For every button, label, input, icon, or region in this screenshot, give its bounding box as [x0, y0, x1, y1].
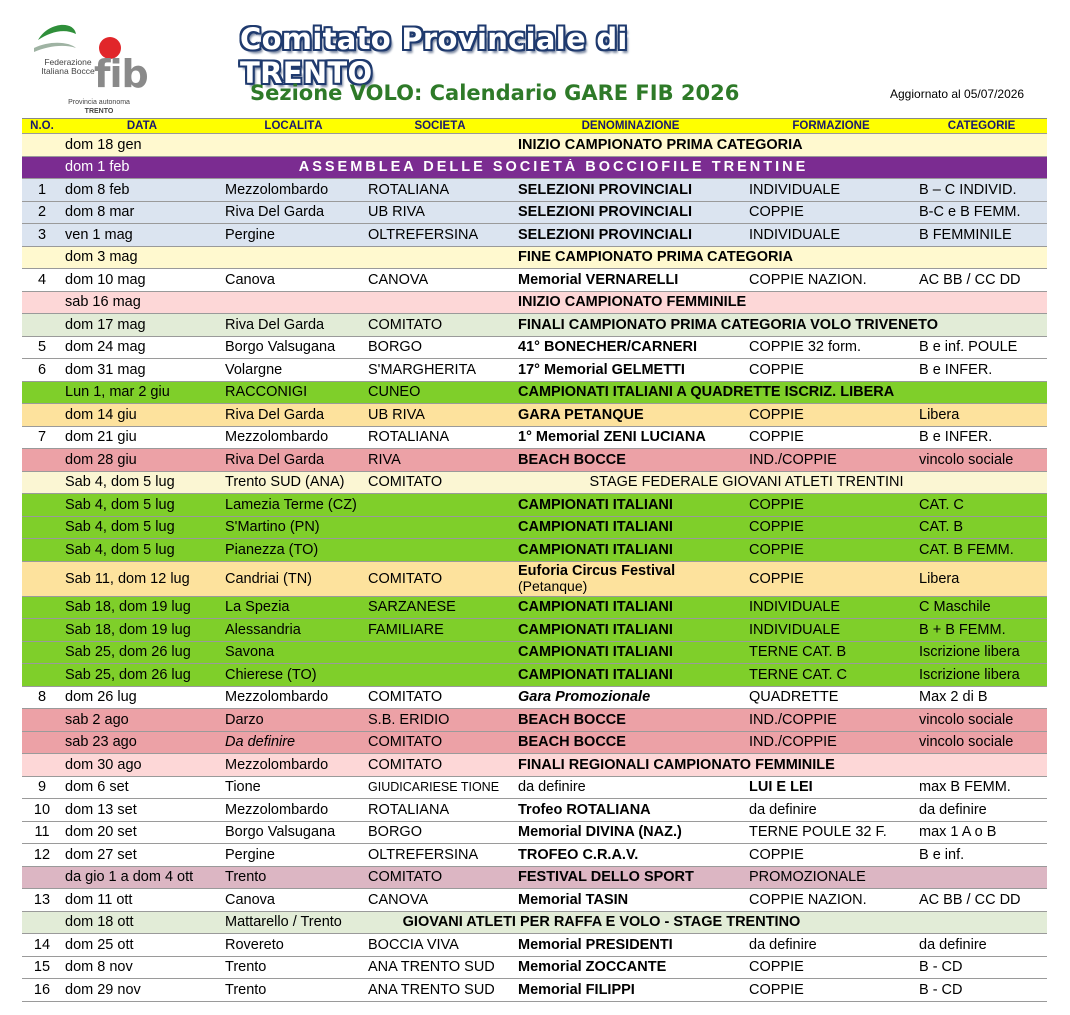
- cell-localita: S'Martino (PN): [225, 519, 320, 536]
- cell-societa: COMITATO: [368, 756, 443, 773]
- cell-denominazione: FINALI CAMPIONATO PRIMA CATEGORIA VOLO TRIVENETO: [518, 316, 938, 333]
- cell-formazione: COPPIE: [749, 204, 804, 221]
- cell-denominazione: FINALI REGIONALI CAMPIONATO FEMMINILE: [518, 756, 835, 773]
- cell-formazione: COPPIE: [749, 496, 804, 513]
- cell-formazione: COPPIE NAZION.: [749, 271, 867, 288]
- cell-categorie: AC BB / CC DD: [919, 891, 1021, 908]
- column-header-data: DATA: [126, 120, 158, 132]
- cell-localita: Trento: [225, 981, 267, 998]
- cell-num: 8: [37, 689, 47, 706]
- cell-num: 11: [34, 824, 50, 841]
- table-row: [22, 822, 1047, 845]
- cell-societa: ANA TRENTO SUD: [368, 959, 495, 976]
- column-header-localita: LOCALITÁ: [264, 120, 323, 132]
- table-row: [22, 777, 1047, 800]
- update-date: Aggiornato al 05/07/2026: [890, 87, 1025, 101]
- cell-localita: Pergine: [225, 846, 275, 863]
- cell-localita: Canova: [225, 891, 275, 908]
- cell-denominazione: BEACH BOCCE: [518, 711, 626, 728]
- cell-societa: SARZANESE: [368, 599, 456, 616]
- cell-denominazione: Memorial PRESIDENTI: [518, 936, 673, 953]
- cell-data: dom 8 mar: [65, 204, 135, 221]
- cell-societa: COMITATO: [368, 734, 443, 751]
- cell-data: Sab 11, dom 12 lug: [65, 570, 190, 587]
- cell-denominazione: CAMPIONATI ITALIANI: [518, 621, 673, 638]
- table-row: [22, 472, 1047, 495]
- cell-categorie: CAT. C: [919, 496, 964, 513]
- cell-formazione: COPPIE: [749, 406, 804, 423]
- cell-num: 5: [37, 339, 47, 356]
- logo-brand: fib: [94, 52, 148, 96]
- cell-localita: Riva Del Garda: [225, 406, 325, 423]
- cell-categorie: B + B FEMM.: [919, 621, 1006, 638]
- table-row: [22, 709, 1047, 732]
- cell-societa: S'MARGHERITA: [368, 361, 477, 378]
- cell-num: 12: [33, 846, 51, 863]
- cell-categorie: B e INFER.: [919, 361, 993, 378]
- cell-societa: CUNEO: [368, 384, 421, 401]
- cell-societa: COMITATO: [368, 570, 443, 587]
- cell-data: Sab 4, dom 5 lug: [65, 541, 175, 558]
- cell-localita: Alessandria: [225, 621, 301, 638]
- cell-data: dom 27 set: [65, 846, 137, 863]
- cell-localita: Savona: [225, 644, 275, 661]
- cell-localita: Darzo: [225, 711, 264, 728]
- cell-data: dom 1 feb: [65, 159, 130, 176]
- cell-data: sab 16 mag: [65, 294, 141, 311]
- cell-localita: Mattarello / Trento: [225, 914, 342, 931]
- table-row: [22, 539, 1047, 562]
- cell-societa: ROTALIANA: [368, 801, 450, 818]
- cell-formazione: INDIVIDUALE: [749, 181, 841, 198]
- cell-societa: UB RIVA: [368, 406, 425, 423]
- cell-data: dom 18 gen: [65, 136, 142, 153]
- cell-data: dom 3 mag: [65, 249, 138, 266]
- cell-societa: ANA TRENTO SUD: [368, 981, 495, 998]
- cell-categorie: da definire: [919, 801, 987, 818]
- cell-denominazione: [515, 689, 746, 705]
- cell-data: dom 30 ago: [65, 756, 142, 773]
- cell-denominazione: CAMPIONATI ITALIANI A QUADRETTE ISCRIZ. LIBERA: [518, 384, 895, 401]
- cell-denominazione: [515, 563, 746, 594]
- cell-data: dom 13 set: [65, 801, 137, 818]
- cell-localita: Riva Del Garda: [225, 451, 325, 468]
- denominazione-text: Gara Promozionale: [518, 689, 651, 706]
- table-row: [22, 134, 1047, 157]
- cell-num: 1: [37, 181, 47, 198]
- cell-num: 7: [37, 429, 47, 446]
- cell-societa: BORGO: [368, 824, 422, 841]
- cell-formazione: IND./COPPIE: [749, 711, 837, 728]
- cell-denominazione: TROFEO C.R.A.V.: [518, 846, 639, 863]
- cell-localita: Tione: [225, 779, 261, 796]
- cell-data: sab 2 ago: [65, 711, 129, 728]
- cell-societa: COMITATO: [368, 689, 443, 706]
- cell-formazione: COPPIE: [749, 541, 804, 558]
- cell-categorie: da definire: [919, 936, 987, 953]
- cell-formazione: TERNE CAT. C: [749, 666, 848, 683]
- cell-formazione: TERNE POULE 32 F.: [749, 824, 887, 841]
- fib-logo: [30, 18, 160, 118]
- cell-data: Sab 18, dom 19 lug: [65, 621, 191, 638]
- column-header-denominazione: DENOMINAZIONE: [581, 120, 680, 132]
- table-row: [22, 732, 1047, 755]
- cell-localita: Pianezza (TO): [225, 541, 319, 558]
- denominazione-main: Euforia Circus Festival: [518, 563, 676, 579]
- cell-data: dom 10 mag: [65, 271, 146, 288]
- cell-num: 4: [37, 271, 47, 288]
- cell-data: dom 31 mag: [65, 361, 146, 378]
- cell-localita: Trento SUD (ANA): [225, 474, 345, 491]
- page-title: Comitato Provinciale di TRENTO: [240, 22, 628, 90]
- cell-localita: Mezzolombardo: [225, 801, 329, 818]
- cell-categorie: CAT. B FEMM.: [919, 541, 1014, 558]
- cell-num: 15: [33, 959, 51, 976]
- calendar-table: [22, 118, 1047, 1002]
- cell-localita: RACCONIGI: [225, 384, 308, 401]
- cell-data: dom 25 ott: [65, 936, 134, 953]
- cell-formazione: INDIVIDUALE: [749, 226, 841, 243]
- cell-denominazione: BEACH BOCCE: [518, 451, 626, 468]
- page-subtitle: Sezione VOLO: Calendario GARE FIB 2026: [250, 81, 740, 105]
- cell-categorie: vincolo sociale: [919, 734, 1014, 751]
- denominazione-sub: (Petanque): [518, 578, 588, 594]
- cell-categorie: Iscrizione libera: [919, 666, 1020, 683]
- cell-data: Sab 18, dom 19 lug: [65, 599, 191, 616]
- cell-data: Sab 25, dom 26 lug: [65, 644, 191, 661]
- table-row: [22, 404, 1047, 427]
- cell-num: 3: [37, 226, 47, 243]
- cell-formazione: PROMOZIONALE: [749, 869, 866, 886]
- cell-denominazione: CAMPIONATI ITALIANI: [518, 599, 673, 616]
- cell-localita: Riva Del Garda: [225, 204, 325, 221]
- cell-categorie: B e inf.: [919, 846, 965, 863]
- table-row: [22, 799, 1047, 822]
- cell-data: dom 20 set: [65, 824, 137, 841]
- cell-societa: CANOVA: [368, 271, 429, 288]
- table-row: [22, 449, 1047, 472]
- column-header-formazione: FORMAZIONE: [792, 120, 870, 132]
- cell-denominazione: Memorial DIVINA (NAZ.): [518, 824, 682, 841]
- table-row: [22, 754, 1047, 777]
- cell-localita: Mezzolombardo: [225, 181, 329, 198]
- table-row: [22, 517, 1047, 540]
- cell-num: 6: [37, 361, 47, 378]
- cell-formazione: TERNE CAT. B: [749, 644, 847, 661]
- cell-localita: Chierese (TO): [225, 666, 317, 683]
- cell-localita: Riva Del Garda: [225, 316, 325, 333]
- cell-data: Sab 4, dom 5 lug: [65, 474, 175, 491]
- table-row: [22, 934, 1047, 957]
- cell-societa: FAMILIARE: [368, 621, 444, 638]
- cell-denominazione: STAGE FEDERALE GIOVANI ATLETI TRENTINI: [589, 474, 904, 491]
- cell-societa: UB RIVA: [368, 204, 425, 221]
- cell-denominazione: CAMPIONATI ITALIANI: [518, 496, 673, 513]
- cell-localita: Pergine: [225, 226, 275, 243]
- cell-denominazione: 17° Memorial GELMETTI: [518, 361, 685, 378]
- cell-societa: GIUDICARIESE TIONE: [368, 780, 500, 795]
- column-header-num: N.O.: [30, 120, 54, 132]
- cell-formazione: COPPIE: [749, 519, 804, 536]
- cell-categorie: Max 2 di B: [919, 689, 988, 706]
- cell-societa: ROTALIANA: [368, 429, 450, 446]
- cell-formazione: COPPIE: [749, 981, 804, 998]
- cell-localita: Canova: [225, 271, 275, 288]
- table-row: [22, 597, 1047, 620]
- table-row: [22, 687, 1047, 710]
- table-row: [22, 957, 1047, 980]
- logo-federazione: Federazione Italiana Bocce: [41, 57, 95, 76]
- table-row: [22, 642, 1047, 665]
- cell-denominazione: ASSEMBLEA DELLE SOCIETÀ BOCCIOFILE TRENTINE: [298, 159, 809, 176]
- cell-data: dom 11 ott: [65, 891, 133, 908]
- cell-formazione: da definire: [749, 936, 817, 953]
- cell-data: dom 24 mag: [65, 339, 146, 356]
- table-row: [22, 292, 1047, 315]
- cell-num: 16: [33, 981, 51, 998]
- cell-formazione: COPPIE: [749, 959, 804, 976]
- table-header: [22, 119, 1047, 134]
- cell-localita: Candriai (TN): [225, 570, 313, 587]
- cell-formazione: IND./COPPIE: [749, 451, 837, 468]
- cell-formazione: COPPIE NAZION.: [749, 891, 867, 908]
- cell-denominazione: Memorial FILIPPI: [518, 981, 635, 998]
- cell-categorie: CAT. B: [919, 519, 964, 536]
- cell-denominazione: Trofeo ROTALIANA: [518, 801, 651, 818]
- cell-num: 10: [33, 801, 51, 818]
- table-row: [22, 562, 1047, 597]
- cell-localita: Mezzolombardo: [225, 756, 329, 773]
- cell-categorie: max 1 A o B: [919, 824, 997, 841]
- cell-localita: Trento: [225, 869, 267, 886]
- cell-societa: COMITATO: [368, 316, 443, 333]
- table-row: [22, 202, 1047, 225]
- table-row: [22, 224, 1047, 247]
- cell-localita: Da definire: [225, 734, 296, 751]
- cell-localita: Trento: [225, 959, 267, 976]
- table-row: [22, 889, 1047, 912]
- cell-localita: La Spezia: [225, 599, 290, 616]
- cell-denominazione: Memorial TASIN: [518, 891, 629, 908]
- cell-denominazione: INIZIO CAMPIONATO FEMMINILE: [518, 294, 747, 311]
- table-row: [22, 494, 1047, 517]
- cell-societa: S.B. ERIDIO: [368, 711, 450, 728]
- cell-categorie: Libera: [919, 406, 960, 423]
- cell-formazione: da definire: [749, 801, 817, 818]
- cell-formazione: COPPIE: [749, 570, 804, 587]
- cell-denominazione: GIOVANI ATLETI PER RAFFA E VOLO - STAGE TRENTINO: [402, 914, 801, 931]
- table-row: [22, 844, 1047, 867]
- table-row: [22, 979, 1047, 1002]
- cell-formazione: QUADRETTE: [749, 689, 839, 706]
- table-row: [22, 912, 1047, 935]
- cell-localita: Borgo Valsugana: [225, 824, 336, 841]
- cell-denominazione: INIZIO CAMPIONATO PRIMA CATEGORIA: [518, 136, 803, 153]
- table-row: [22, 867, 1047, 890]
- table-row: [22, 247, 1047, 270]
- cell-data: Lun 1, mar 2 giu: [65, 384, 170, 401]
- table-row: [22, 359, 1047, 382]
- cell-data: sab 23 ago: [65, 734, 137, 751]
- cell-societa: RIVA: [368, 451, 401, 468]
- cell-categorie: B - CD: [919, 981, 963, 998]
- cell-categorie: vincolo sociale: [919, 711, 1014, 728]
- cell-denominazione: CAMPIONATI ITALIANI: [518, 644, 673, 661]
- cell-categorie: Libera: [919, 570, 960, 587]
- cell-denominazione: CAMPIONATI ITALIANI: [518, 666, 673, 683]
- cell-data: dom 26 lug: [65, 689, 137, 706]
- cell-denominazione: CAMPIONATI ITALIANI: [518, 541, 673, 558]
- table-row: [22, 269, 1047, 292]
- cell-data: dom 17 mag: [65, 316, 146, 333]
- cell-formazione: LUI E LEI: [749, 779, 813, 796]
- cell-societa: COMITATO: [368, 474, 443, 491]
- cell-data: Sab 4, dom 5 lug: [65, 496, 175, 513]
- cell-societa: OLTREFERSINA: [368, 846, 479, 863]
- cell-denominazione: FINE CAMPIONATO PRIMA CATEGORIA: [518, 249, 793, 266]
- table-row: [22, 314, 1047, 337]
- cell-data: Sab 4, dom 5 lug: [65, 519, 175, 536]
- cell-localita: Mezzolombardo: [225, 429, 329, 446]
- cell-num: 9: [37, 779, 47, 796]
- cell-formazione: COPPIE: [749, 429, 804, 446]
- column-header-societa: SOCIETÀ: [414, 120, 466, 132]
- cell-denominazione: 41° BONECHER/CARNERI: [518, 339, 698, 356]
- cell-categorie: B e INFER.: [919, 429, 993, 446]
- cell-data: dom 28 giu: [65, 451, 137, 468]
- cell-formazione: INDIVIDUALE: [749, 599, 841, 616]
- cell-categorie: B FEMMINILE: [919, 226, 1012, 243]
- cell-societa: COMITATO: [368, 869, 443, 886]
- cell-categorie: AC BB / CC DD: [919, 271, 1021, 288]
- cell-denominazione: 1° Memorial ZENI LUCIANA: [518, 429, 706, 446]
- cell-localita: Mezzolombardo: [225, 689, 329, 706]
- cell-data: dom 21 giu: [65, 429, 137, 446]
- cell-societa: BOCCIA VIVA: [368, 936, 459, 953]
- cell-societa: BORGO: [368, 339, 422, 356]
- cell-categorie: max B FEMM.: [919, 779, 1011, 796]
- column-header-categorie: CATEGORIE: [947, 120, 1016, 132]
- cell-data: dom 18 ott: [65, 914, 134, 931]
- cell-categorie: B e inf. POULE: [919, 339, 1018, 356]
- cell-formazione: INDIVIDUALE: [749, 621, 841, 638]
- cell-data: dom 8 feb: [65, 181, 130, 198]
- cell-data: dom 6 set: [65, 779, 129, 796]
- table-row: [22, 157, 1047, 180]
- cell-categorie: C Maschile: [919, 599, 991, 616]
- cell-denominazione: FESTIVAL DELLO SPORT: [518, 869, 694, 886]
- cell-denominazione: CAMPIONATI ITALIANI: [518, 519, 673, 536]
- table-row: [22, 179, 1047, 202]
- cell-num: 13: [33, 891, 51, 908]
- cell-data: dom 14 giu: [65, 406, 137, 423]
- cell-categorie: B - CD: [919, 959, 963, 976]
- cell-localita: Volargne: [225, 361, 283, 378]
- cell-denominazione: GARA PETANQUE: [518, 406, 644, 423]
- cell-denominazione: da definire: [518, 779, 586, 796]
- cell-num: 2: [37, 204, 47, 221]
- cell-societa: CANOVA: [368, 891, 429, 908]
- cell-categorie: Iscrizione libera: [919, 644, 1020, 661]
- cell-localita: Rovereto: [225, 936, 284, 953]
- table-row: [22, 619, 1047, 642]
- cell-formazione: COPPIE: [749, 846, 804, 863]
- cell-formazione: COPPIE: [749, 361, 804, 378]
- cell-localita: Lamezia Terme (CZ): [225, 496, 357, 513]
- cell-denominazione: Memorial VERNARELLI: [518, 271, 679, 288]
- table-row: [22, 427, 1047, 450]
- cell-denominazione: Memorial ZOCCANTE: [518, 959, 667, 976]
- cell-societa: ROTALIANA: [368, 181, 450, 198]
- cell-categorie: B – C INDIVID.: [919, 181, 1017, 198]
- cell-formazione: IND./COPPIE: [749, 734, 837, 751]
- table-row: [22, 337, 1047, 360]
- logo-provincia: Provincia autonoma TRENTO: [68, 99, 130, 115]
- cell-denominazione: BEACH BOCCE: [518, 734, 626, 751]
- cell-denominazione: SELEZIONI PROVINCIALI: [518, 226, 693, 243]
- cell-data: dom 29 nov: [65, 981, 141, 998]
- cell-denominazione: SELEZIONI PROVINCIALI: [518, 204, 693, 221]
- cell-categorie: vincolo sociale: [919, 451, 1014, 468]
- cell-formazione: COPPIE 32 form.: [749, 339, 862, 356]
- cell-denominazione: SELEZIONI PROVINCIALI: [518, 181, 693, 198]
- cell-categorie: B-C e B FEMM.: [919, 204, 1021, 221]
- cell-data: Sab 25, dom 26 lug: [65, 666, 191, 683]
- table-row: [22, 664, 1047, 687]
- cell-data: ven 1 mag: [65, 226, 133, 243]
- cell-data: da gio 1 a dom 4 ott: [65, 869, 194, 886]
- cell-societa: OLTREFERSINA: [368, 226, 479, 243]
- cell-localita: Borgo Valsugana: [225, 339, 336, 356]
- table-row: [22, 382, 1047, 405]
- cell-data: dom 8 nov: [65, 959, 133, 976]
- cell-num: 14: [33, 936, 51, 953]
